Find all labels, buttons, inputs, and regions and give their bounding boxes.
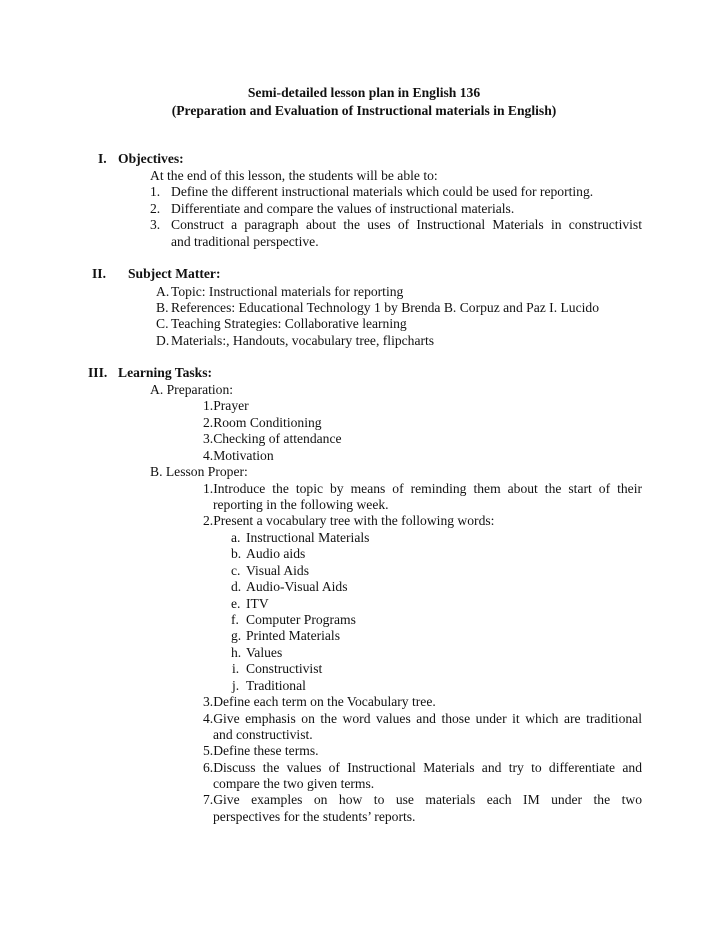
section-heading-objectives: Objectives:	[118, 151, 184, 166]
objective-number: 1.	[150, 184, 161, 199]
title-line-1: Semi-detailed lesson plan in English 136	[247, 85, 481, 100]
objectives-intro: At the end of this lesson, the students will be able to:	[150, 168, 438, 183]
lesson-step: 1.Introduce the topic by means of reminding them about the start of their	[203, 481, 642, 496]
subject-item-text: Materials:, Handouts, vocabulary tree, flipcharts	[171, 333, 435, 348]
subsection-preparation: A. Preparation:	[150, 382, 234, 397]
vocab-term: Audio-Visual Aids	[246, 579, 348, 594]
vocab-letter: b.	[231, 546, 242, 561]
lesson-step-continued: reporting in the following week.	[213, 497, 389, 512]
section-number-learning-tasks: III.	[88, 365, 108, 380]
vocab-term: Visual Aids	[246, 563, 310, 578]
vocab-letter: h.	[231, 645, 242, 660]
lesson-step: 6.Discuss the values of Instructional Materials and try to differentiate and	[203, 760, 642, 775]
vocab-term: Instructional Materials	[246, 530, 370, 545]
lesson-step: 5.Define these terms.	[203, 743, 319, 758]
subject-item-text: References: Educational Technology 1 by Brenda B. Corpuz and Paz I. Lucido	[171, 300, 600, 315]
subject-item-text: Topic: Instructional materials for reporting	[171, 284, 404, 299]
vocab-term: Audio aids	[246, 546, 306, 561]
vocab-letter: g.	[231, 628, 242, 643]
section-number-objectives: I.	[98, 151, 107, 166]
objective-number: 2.	[150, 201, 161, 216]
preparation-step: 4.Motivation	[203, 448, 274, 463]
section-heading-learning-tasks: Learning Tasks:	[118, 365, 213, 380]
vocab-letter: a.	[231, 530, 241, 545]
vocab-letter: c.	[231, 563, 241, 578]
document-title	[0, 84, 728, 120]
lesson-step: 2.Present a vocabulary tree with the following words:	[203, 513, 495, 528]
subject-item-letter: A.	[156, 284, 170, 299]
title-line-2: (Preparation and Evaluation of Instructional materials in English)	[171, 103, 557, 118]
objective-text: Differentiate and compare the values of instructional materials.	[171, 201, 515, 216]
vocab-term: Constructivist	[246, 661, 323, 676]
vocab-letter: d.	[231, 579, 242, 594]
vocab-letter: j.	[232, 678, 240, 693]
objective-text: Construct a paragraph about the uses of Instructional Materials in constructivist	[171, 217, 642, 232]
lesson-step: 7.Give examples on how to use materials each IM under the two	[203, 792, 642, 807]
subject-item-letter: C.	[156, 316, 169, 331]
subject-item-text: Teaching Strategies: Collaborative learning	[171, 316, 407, 331]
objective-text-continued: and traditional perspective.	[171, 234, 319, 249]
lesson-step-continued: compare the two given terms.	[213, 776, 375, 791]
vocab-term: Printed Materials	[246, 628, 341, 643]
vocab-term: Computer Programs	[246, 612, 356, 627]
vocab-letter: f.	[231, 612, 239, 627]
subject-item-letter: B.	[156, 300, 169, 315]
objective-number: 3.	[150, 217, 161, 232]
section-heading-subject-matter: Subject Matter:	[128, 266, 221, 281]
lesson-step: 4.Give emphasis on the word values and those under it which are traditional	[203, 711, 642, 726]
subject-item-letter: D.	[156, 333, 170, 348]
vocab-letter: e.	[231, 596, 241, 611]
preparation-step: 3.Checking of attendance	[203, 431, 342, 446]
lesson-step: 3.Define each term on the Vocabulary tree.	[203, 694, 436, 709]
preparation-step: 1.Prayer	[203, 398, 249, 413]
preparation-step: 2.Room Conditioning	[203, 415, 322, 430]
lesson-step-continued: perspectives for the students’ reports.	[213, 809, 416, 824]
lesson-step-continued: and constructivist.	[213, 727, 313, 742]
vocab-term: ITV	[246, 596, 269, 611]
vocab-term: Values	[246, 645, 283, 660]
vocab-term: Traditional	[246, 678, 306, 693]
section-number-subject-matter: II.	[92, 266, 106, 281]
objective-text: Define the different instructional materials which could be used for reporting.	[171, 184, 594, 199]
subsection-lesson-proper: B. Lesson Proper:	[150, 464, 248, 479]
vocab-letter: i.	[232, 661, 240, 676]
